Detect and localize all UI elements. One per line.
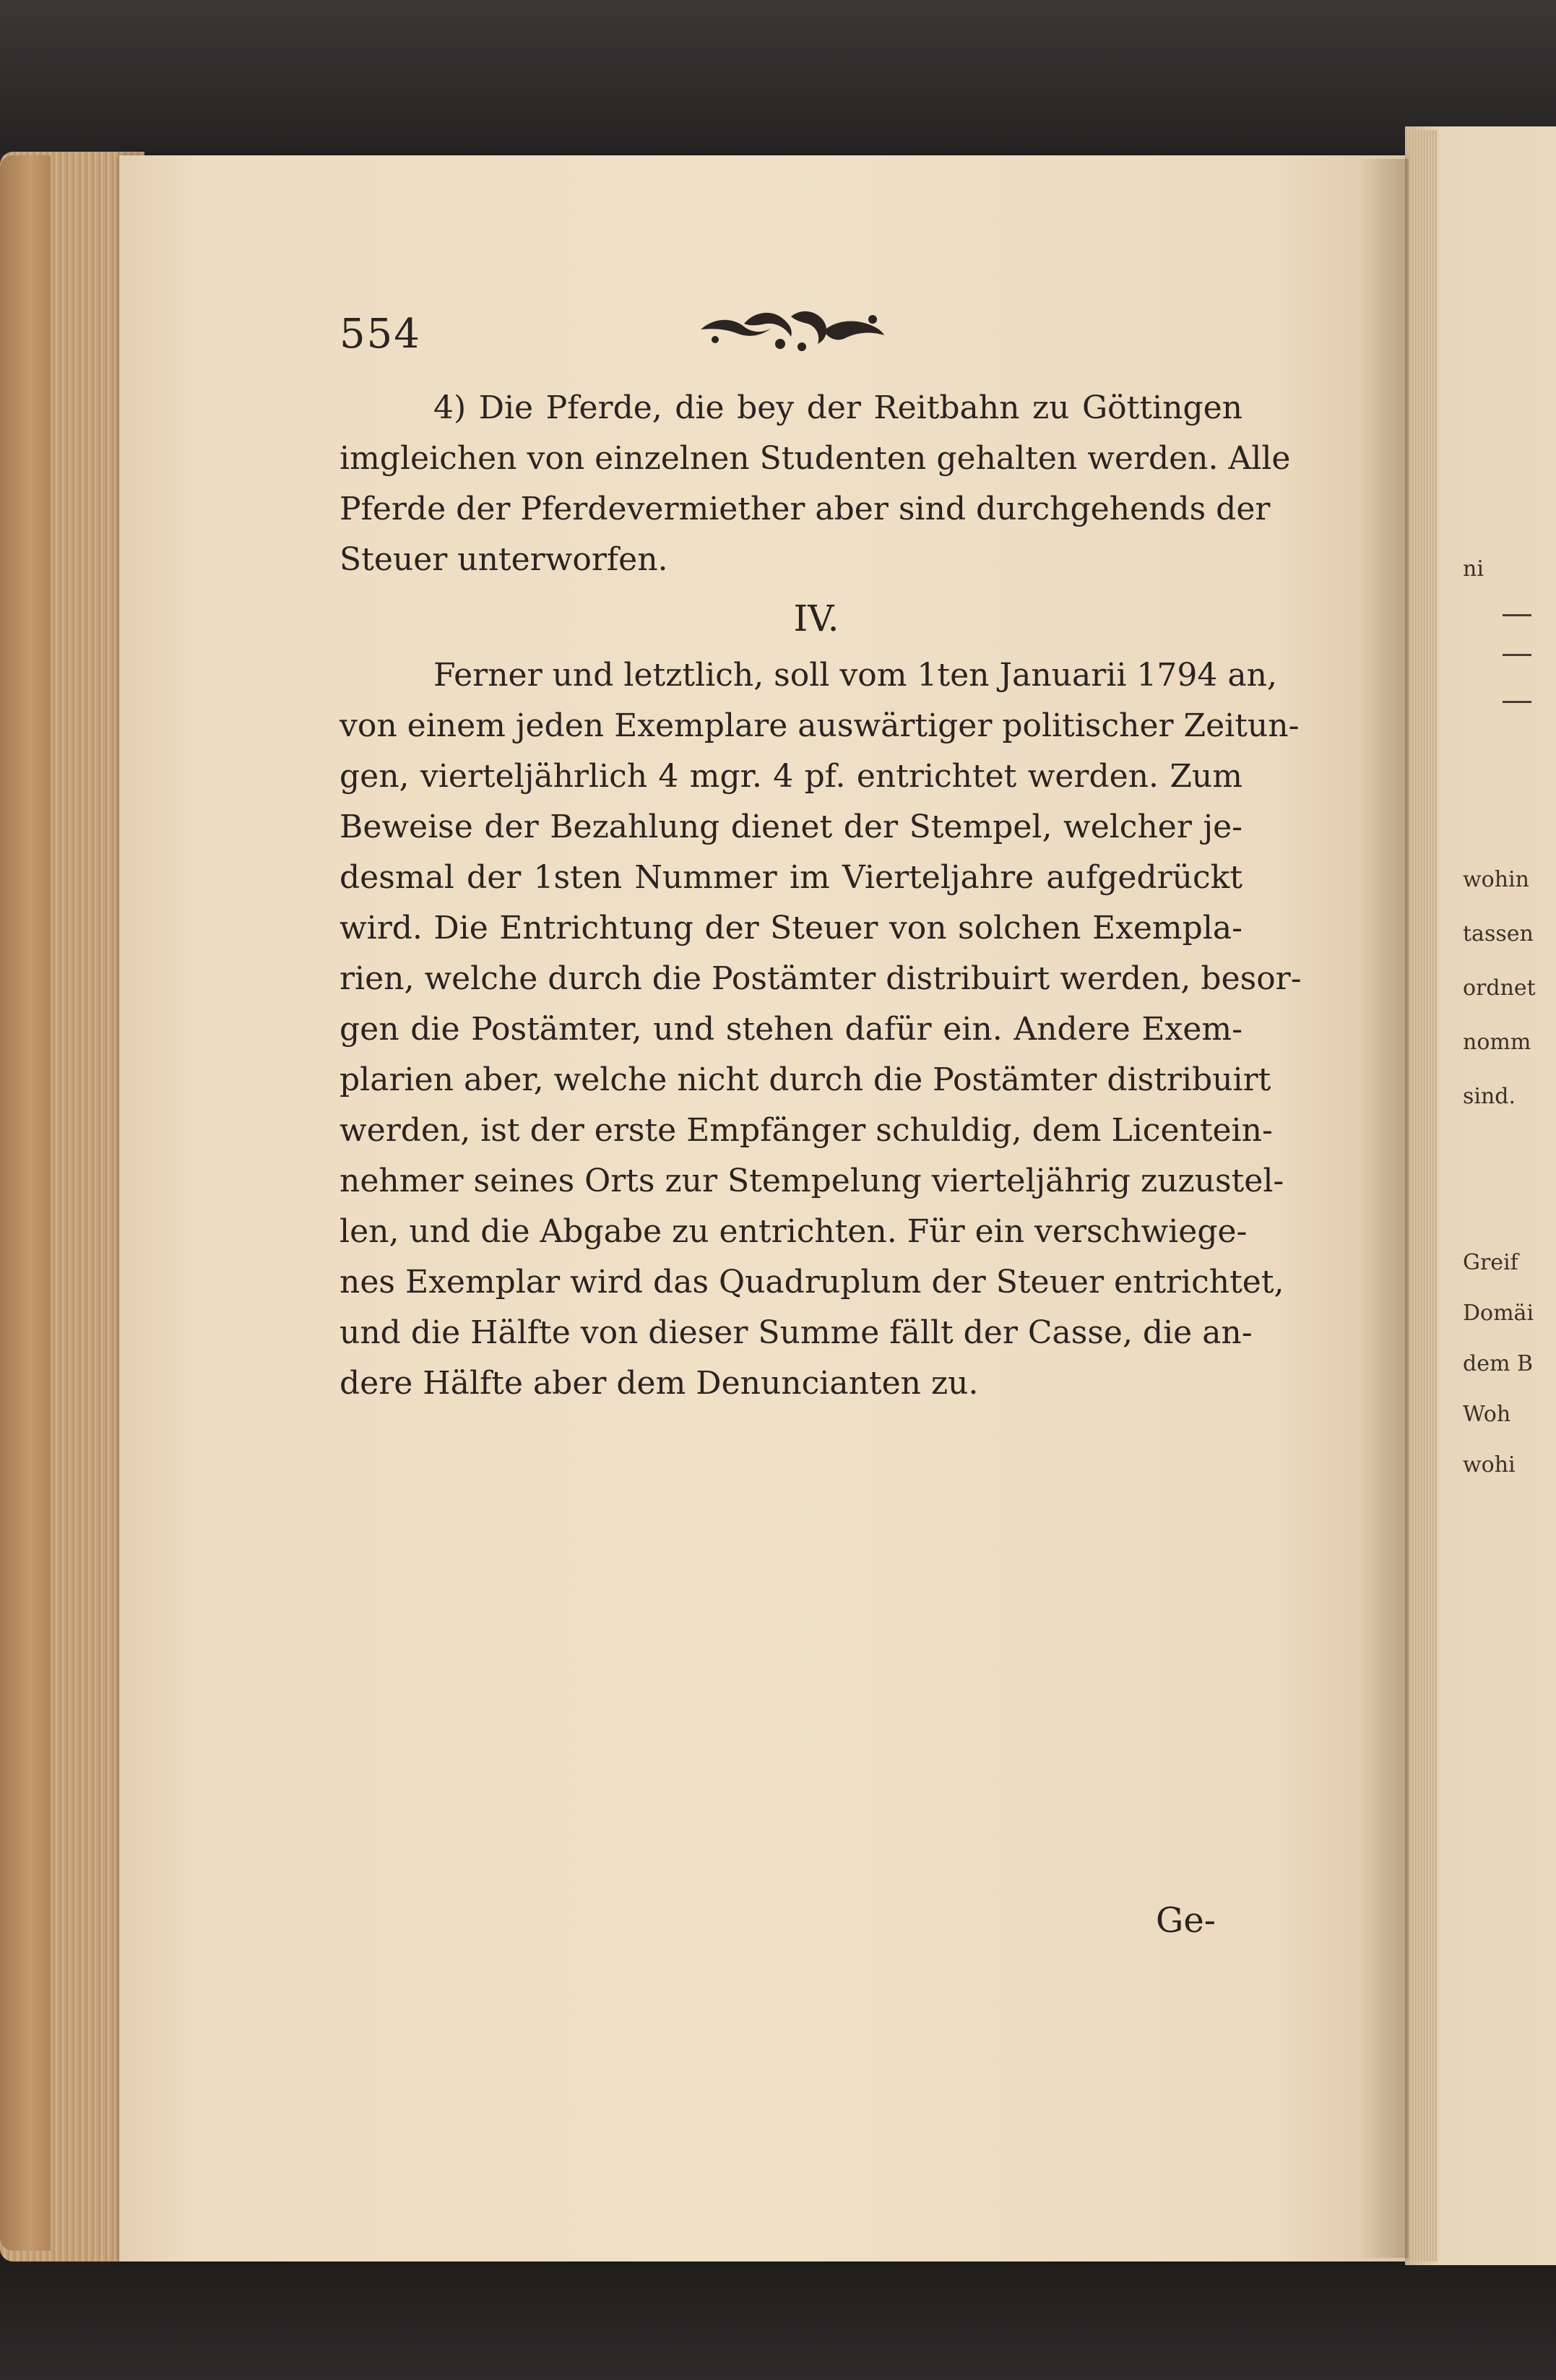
page-fore-edge	[1409, 130, 1438, 2262]
catchword: Ge-	[1156, 1900, 1216, 1941]
text-line: Steuer unterworfen.	[340, 541, 668, 578]
facing-page-fragment: Greif	[1463, 1250, 1518, 1275]
text-line: wird. Die Entrichtung der Steuer von solchen Exempla-	[340, 910, 1242, 947]
text-line: Pferde der Pferdevermiether aber sind durchgehends der	[340, 491, 1271, 527]
facing-page-fragment: ordnet	[1463, 975, 1536, 1001]
facing-page-fragment: ni	[1463, 556, 1484, 582]
paragraph-2	[340, 650, 1302, 1409]
text-line: nehmer seines Orts zur Stempelung vierteljährig zuzustel-	[340, 1163, 1284, 1199]
facing-page-fragment: wohin	[1463, 867, 1529, 892]
facing-page-fragment: Domäi	[1463, 1301, 1534, 1326]
paragraph-1	[340, 383, 1291, 585]
text-line: nes Exemplar wird das Quadruplum der Steuer entrichtet,	[340, 1264, 1284, 1301]
text-line: desmal der 1sten Nummer im Vierteljahre aufgedrückt	[340, 859, 1242, 896]
page-number: 554	[340, 311, 421, 358]
facing-page-rule	[1503, 701, 1531, 703]
facing-page-fragment: tassen	[1463, 921, 1534, 947]
text-line: und die Hälfte von dieser Summe fällt der Casse, die an-	[340, 1314, 1253, 1351]
facing-page-fragment: dem B	[1463, 1351, 1533, 1376]
text-line: rien, welche durch die Postämter distribuirt werden, besor-	[340, 960, 1302, 997]
background-top	[0, 0, 1556, 155]
text-line: plarien aber, welche nicht durch die Postämter distribuirt	[340, 1061, 1271, 1098]
facing-page-rule	[1503, 654, 1531, 656]
ornament-icon	[693, 302, 889, 360]
background-bottom	[0, 2254, 1556, 2380]
facing-page-fragment: nomm	[1463, 1030, 1531, 1055]
text-line: 4) Die Pferde, die bey der Reitbahn zu Göttingen	[433, 389, 1242, 426]
facing-page-rule	[1503, 614, 1531, 616]
facing-page-fragment: wohi	[1463, 1452, 1516, 1478]
text-line: dere Hälfte aber dem Denuncianten zu.	[340, 1365, 979, 1402]
text-line: imgleichen von einzelnen Studenten gehalten werden. Alle	[340, 440, 1291, 477]
facing-page-fragment: Woh	[1463, 1402, 1511, 1427]
text-line: gen, vierteljährlich 4 mgr. 4 pf. entrichtet werden. Zum	[340, 758, 1242, 795]
text-line: Ferner und letztlich, soll vom 1ten Januarii 1794 an,	[433, 657, 1277, 694]
page-text	[340, 383, 1302, 1409]
text-line: werden, ist der erste Empfänger schuldig, dem Licentein-	[340, 1112, 1273, 1149]
text-line: Beweise der Bezahlung dienet der Stempel, welcher je-	[340, 809, 1242, 845]
facing-page-fragment: sind.	[1463, 1084, 1516, 1109]
text-line: len, und die Abgabe zu entrichten. Für ein verschwiege-	[340, 1213, 1248, 1250]
page-gutter-shadow	[1358, 159, 1409, 2258]
section-number: IV.	[793, 598, 839, 639]
text-line: von einem jeden Exemplare auswärtiger politischer Zeitun-	[340, 707, 1300, 744]
text-line: gen die Postämter, und stehen dafür ein. Andere Exem-	[340, 1011, 1242, 1048]
book-cover-edge	[0, 155, 51, 2251]
